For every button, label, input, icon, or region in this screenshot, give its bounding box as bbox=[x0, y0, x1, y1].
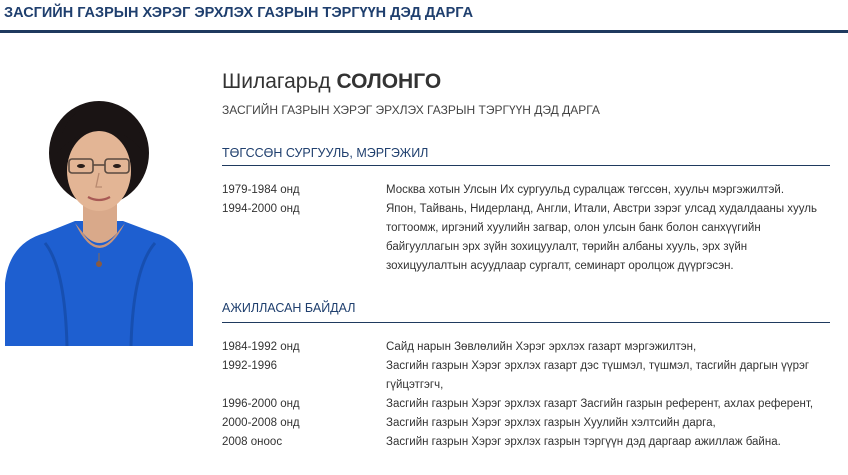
page-header bbox=[0, 0, 848, 33]
career-description: Засгийн газрын Хэрэг эрхлэх газарт Засгийн газрын референт, ахлах референт, bbox=[386, 398, 814, 410]
surname: СОЛОНГО bbox=[336, 70, 442, 93]
education-description: Япон, Тайвань, Нидерланд, Англи, Итали, Австри зэрэг улсад худалдааны хууль тогтоомж, иргэний хуулийн загвар, олон улсын банк болон санхүүгийн байгууллагын эрх зүйн зохицуулалт, төрийн албаны хууль, эрх зүйн зохицуулалтын асуудлаар сургалт, семинарт оролцож дүүргэсэн. bbox=[386, 203, 817, 272]
portrait-illustration bbox=[5, 93, 193, 346]
career-period: 2000-2008 онд bbox=[222, 417, 300, 429]
career-row bbox=[222, 395, 832, 414]
career-description: Засгийн газрын Хэрэг эрхлэх газрын тэргүүн дэд даргаар ажиллаж байна. bbox=[386, 436, 781, 448]
education-divider bbox=[222, 165, 830, 166]
career-description: Засгийн газрын Хэрэг эрхлэх газарт дэс түшмэл, түшмэл, тасгийн даргын үүрэг гүйцэтгэгч, bbox=[386, 360, 810, 391]
education-row bbox=[222, 200, 832, 276]
career-row bbox=[222, 338, 832, 357]
education-period: 1979-1984 онд bbox=[222, 184, 300, 196]
page-title: ЗАСГИЙН ГАЗРЫН ХЭРЭГ ЭРХЛЭХ ГАЗРЫН ТЭРГҮҮН ДЭД ДАРГА bbox=[4, 5, 474, 21]
career-divider bbox=[222, 322, 830, 323]
education-description: Москва хотын Улсын Их сургуульд суралцаж төгссөн, хуульч мэргэжилтэй. bbox=[386, 184, 785, 196]
career-row bbox=[222, 414, 832, 433]
profile-position: ЗАСГИЙН ГАЗРЫН ХЭРЭГ ЭРХЛЭХ ГАЗРЫН ТЭРГҮҮН ДЭД ДАРГА bbox=[222, 103, 600, 117]
career-section-title: АЖИЛЛАСАН БАЙДАЛ bbox=[222, 301, 356, 315]
education-list bbox=[222, 181, 832, 276]
career-period: 1996-2000 онд bbox=[222, 398, 300, 410]
career-description: Засгийн газрын Хэрэг эрхлэх газрын Хуулийн хэлтсийн дарга, bbox=[386, 417, 716, 429]
first-name: Шилагарьд bbox=[222, 70, 331, 93]
career-row bbox=[222, 357, 832, 395]
career-row bbox=[222, 433, 832, 452]
profile-photo bbox=[5, 93, 193, 346]
career-period: 1984-1992 онд bbox=[222, 341, 300, 353]
profile-name bbox=[222, 70, 441, 94]
education-row bbox=[222, 181, 832, 200]
education-period: 1994-2000 онд bbox=[222, 203, 300, 215]
career-period: 2008 оноос bbox=[222, 436, 283, 448]
career-description: Сайд нарын Зөвлөлийн Хэрэг эрхлэх газарт мэргэжилтэн, bbox=[386, 341, 697, 353]
career-list bbox=[222, 338, 832, 452]
education-section-title: ТӨГССӨН СУРГУУЛЬ, МЭРГЭЖИЛ bbox=[222, 146, 429, 160]
career-period: 1992-1996 bbox=[222, 360, 277, 372]
